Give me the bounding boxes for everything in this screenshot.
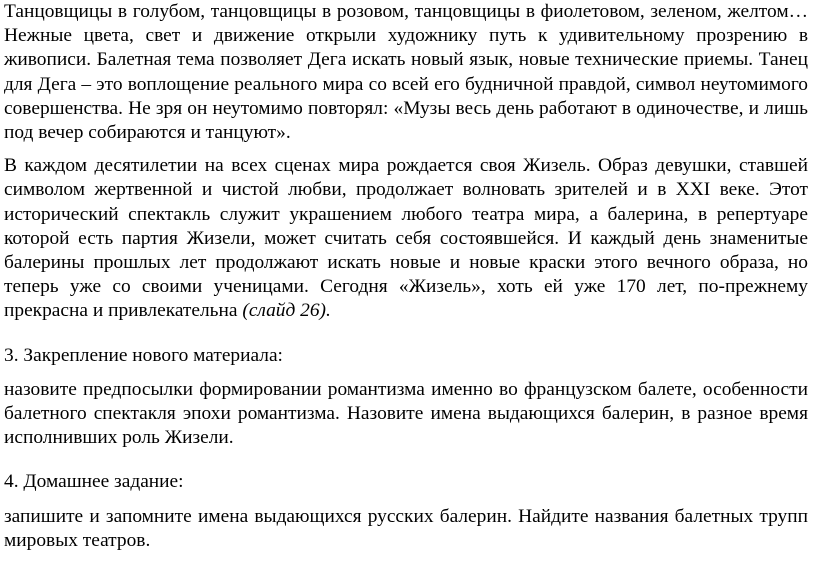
section-heading-homework: 4. Домашнее задание:: [4, 471, 184, 493]
paragraph-degas-dancers: Танцовщицы в голубом, танцовщицы в розовом, танцовщицы в фиолетовом, зеленом, желтом… Нежные цвета, свет и движение открыли художнику путь к удивительному прозрению в живописи. Балетная тема позволяет Дега искать новый язык, новые технические приемы. Танец для Дега – это воплощение реального мира со всей его будничной правдой, символ неутомимого совершенства. Не зря он неутомимо повторял: «Музы весь день работают в одиночестве, и лишь под вечер собираются и танцуют».: [4, 1, 808, 144]
paragraph-homework-task: запишите и запомните имена выдающихся русских балерин. Найдите названия балетных трупп мировых театров.: [4, 505, 808, 551]
section-heading-consolidation: 3. Закрепление нового материала:: [4, 344, 283, 366]
paragraph-giselle-text: В каждом десятилетии на всех сценах мира рождается своя Жизель. Образ девушки, ставшей символом жертвенной и чистой любви, продолжает волновать зрителей и в XXI веке. Этот исторический спектакль служит украшением любого театра мира, а балерина, в репертуаре которой есть партия Жизели, может считать себя состоявшейся. И каждый день знаменитые балерины прошлых лет продолжают искать новые и новые краски этого вечного образа, но теперь уже со своими ученицами. Сегодня «Жизель», хоть ей уже 170 лет, по-прежнему прекрасна и привлекательна: [4, 155, 808, 322]
slide-reference: (слайд 26).: [242, 300, 331, 322]
paragraph-giselle: [4, 154, 808, 323]
paragraph-consolidation-task: назовите предпосылки формировании романтизма именно во французском балете, особенности балетного спектакля эпохи романтизма. Назовите имена выдающихся балерин, в разное время исполнивших роль Жизели.: [4, 378, 808, 449]
